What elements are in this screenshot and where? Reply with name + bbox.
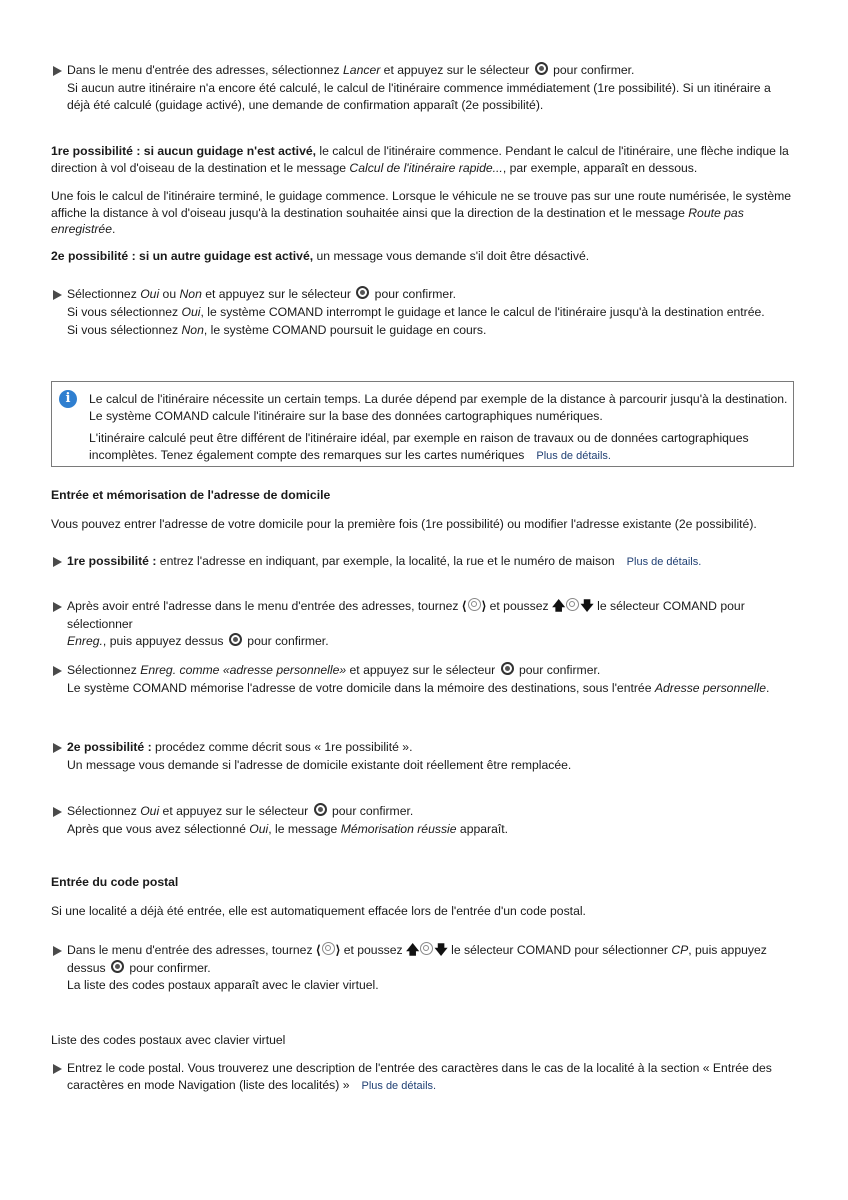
text: Si vous sélectionnez	[67, 304, 182, 319]
section-heading: Entrée du code postal	[51, 875, 179, 889]
text: ou	[159, 287, 180, 301]
text: pour confirmer.	[126, 960, 211, 975]
more-details-link[interactable]: Plus de détails.	[361, 1079, 437, 1092]
bullet-arrow-icon	[53, 807, 62, 817]
bullet-arrow-icon	[53, 290, 62, 300]
text: Sélectionnez	[67, 804, 141, 818]
text: pour confirmer.	[243, 634, 329, 648]
menu-item-enreg-adresse: Enreg. comme «adresse personnelle»	[140, 663, 347, 677]
bullet-arrow-icon	[53, 743, 62, 753]
paragraph-intro-cp	[51, 903, 796, 920]
step-detail: La liste des codes postaux apparaît avec le clavier virtuel.	[67, 978, 379, 992]
text: , le système COMAND interrompt le guidage et lance le calcul de l'itinéraire jusqu'à la destination entrée.	[200, 304, 765, 319]
bullet-arrow-icon	[53, 1064, 62, 1074]
more-details-link[interactable]: Plus de détails.	[626, 556, 702, 568]
press-selector-icon	[229, 633, 242, 646]
push-up-down-selector-icon: 🡅 🡇	[551, 598, 594, 613]
info-icon: i	[59, 390, 77, 408]
text: Le système COMAND mémorise l'adresse de votre domicile dans la mémoire des destinations, sous l'entrée	[67, 680, 655, 695]
text: Liste des codes postaux avec clavier virtuel	[51, 1033, 286, 1047]
text: .	[766, 680, 770, 695]
text: et appuyez sur le sélecteur	[201, 287, 355, 301]
paragraph-guidance	[51, 188, 796, 238]
bullet-arrow-icon	[53, 946, 62, 956]
entry-name: Adresse personnelle	[654, 680, 766, 695]
bold-label: 2e possibilité :	[67, 740, 152, 754]
text: procédez comme décrit sous « 1re possibilité ».	[151, 740, 413, 754]
text: , le message	[268, 821, 341, 836]
text: le sélecteur COMAND pour sélectionner	[67, 599, 745, 631]
option-oui: Oui	[140, 287, 160, 301]
text: et poussez	[486, 599, 552, 613]
text: Si vous sélectionnez	[67, 323, 182, 337]
text: Vous pouvez entrer l'adresse de votre domicile pour la première fois (1re possibilité) ou modifier l'adresse existante (2e possibilité).	[51, 517, 757, 531]
more-details-link[interactable]: Plus de détails.	[536, 449, 611, 462]
press-selector-icon	[501, 662, 514, 675]
paragraph-possibility-1	[51, 143, 796, 176]
text: Après avoir entré l'adresse dans le menu d'entrée des adresses, tournez	[67, 599, 462, 613]
text: , par exemple, apparaît en dessous.	[502, 160, 698, 175]
menu-item-cp: CP	[671, 943, 689, 957]
step-detail: Un message vous demande si l'adresse de domicile existante doit réellement être remplacée.	[67, 757, 572, 772]
text: Sélectionnez	[67, 287, 141, 301]
text: , le système COMAND poursuit le guidage en cours.	[203, 323, 487, 337]
message-text: Calcul de l'itinéraire rapide...	[349, 160, 503, 175]
step-lancer	[51, 62, 796, 115]
menu-item-lancer: Lancer	[343, 63, 381, 77]
text: Si une localité a déjà été entrée, elle est automatiquement effacée lors de l'entrée d'un code postal.	[51, 904, 586, 918]
step-enter-cp	[51, 1060, 796, 1094]
text: entrez l'adresse en indiquant, par exemple, la localité, la rue et le numéro de maison	[156, 554, 615, 568]
option-non: Non	[179, 287, 202, 301]
text: Sélectionnez	[67, 663, 141, 677]
bullet-arrow-icon	[53, 666, 62, 676]
info-note	[51, 381, 794, 467]
note-paragraph: L'itinéraire calculé peut être différent de l'itinéraire idéal, par exemple en raison de travaux ou de données cartographiques incomplètes. Tenez également compte des remarques sur les cartes numériques	[89, 431, 749, 462]
text: le calcul de l'itinéraire commence. Pendant le calcul de l'itinéraire, une flèche indique la direction à vol d'oiseau de la destination et le message	[51, 144, 789, 175]
rotate-selector-icon: ⟨ ⟩	[461, 599, 487, 613]
bold-label: 1re possibilité :	[67, 554, 157, 568]
text: pour confirmer.	[515, 663, 601, 677]
text: pour confirmer.	[371, 287, 456, 301]
paragraph-intro-home	[51, 516, 796, 533]
note-paragraph: Le calcul de l'itinéraire nécessite un certain temps. La durée dépend par exemple de la distance à parcourir jusqu'à la destination. Le système COMAND calcule l'itinéraire sur la base des données cartographiques numériques.	[89, 392, 788, 423]
press-selector-icon	[535, 62, 548, 75]
press-selector-icon	[314, 803, 327, 816]
text: et appuyez sur le sélecteur	[346, 663, 499, 677]
push-up-down-selector-icon: 🡅 🡇	[406, 942, 448, 957]
press-selector-icon	[111, 960, 124, 973]
text: Après que vous avez sélectionné	[67, 821, 250, 836]
step-confirm-oui	[51, 803, 796, 838]
option-oui: Oui	[140, 804, 160, 818]
text: Dans le menu d'entrée des adresses, tournez	[67, 943, 316, 957]
text: Dans le menu d'entrée des adresses, sélectionnez	[67, 63, 344, 77]
text: , puis appuyez dessus	[102, 634, 227, 648]
rotate-selector-icon: ⟨ ⟩	[315, 943, 341, 957]
text: et poussez	[340, 943, 407, 957]
message-text: Route pas enregistrée	[51, 205, 744, 236]
figure-caption	[51, 1032, 796, 1049]
bold-label: 2e possibilité : si un autre guidage est activé,	[51, 249, 314, 263]
option-oui: Oui	[249, 821, 269, 836]
step-cp	[51, 942, 796, 995]
option-non: Non	[181, 323, 204, 337]
bullet-arrow-icon	[53, 602, 62, 612]
text: Entrez le code postal. Vous trouverez une description de l'entrée des caractères dans le cas de la localité à la section « Entrée des caractères en mode Navigation (liste des localités) »	[67, 1061, 772, 1092]
text: .	[111, 222, 116, 236]
paragraph-possibility-2	[51, 248, 796, 265]
text: , puis appuyez dessus	[67, 943, 767, 975]
step-home-possibility-2	[51, 739, 796, 774]
text: le sélecteur COMAND pour sélectionner	[447, 943, 672, 957]
text: apparaît.	[456, 821, 509, 836]
menu-item-enreg: Enreg.	[67, 634, 103, 648]
text: pour confirmer.	[549, 63, 635, 77]
step-enreg	[51, 598, 796, 651]
text: un message vous demande s'il doit être désactivé.	[313, 249, 590, 263]
step-detail: Si aucun autre itinéraire n'a encore été calculé, le calcul de l'itinéraire commence immédiatement (1re possibilité). Si un itinéraire a déjà été calculé (guidage activé), une demande de confirmation apparaît (2e possibilité).	[67, 80, 771, 112]
step-oui-non	[51, 286, 796, 340]
option-oui: Oui	[181, 304, 201, 319]
bullet-arrow-icon	[53, 66, 62, 76]
text: Une fois le calcul de l'itinéraire terminé, le guidage commence. Lorsque le véhicule ne se trouve pas sur une route numérisée, le système affiche la distance à vol d'oiseau jusqu'à la destination souhaitée ainsi que la direction de la destination et le message	[51, 189, 792, 220]
press-selector-icon	[356, 286, 369, 299]
bold-label: 1re possibilité : si aucun guidage n'est activé,	[51, 144, 317, 158]
section-heading: Entrée et mémorisation de l'adresse de domicile	[51, 488, 331, 502]
step-home-possibility-1	[51, 553, 796, 572]
text: et appuyez sur le sélecteur	[380, 63, 533, 77]
step-adresse-personnelle	[51, 662, 796, 696]
bullet-arrow-icon	[53, 557, 62, 567]
text: pour confirmer.	[328, 804, 414, 818]
message-text: Mémorisation réussie	[340, 821, 457, 836]
text: et appuyez sur le sélecteur	[159, 804, 312, 818]
